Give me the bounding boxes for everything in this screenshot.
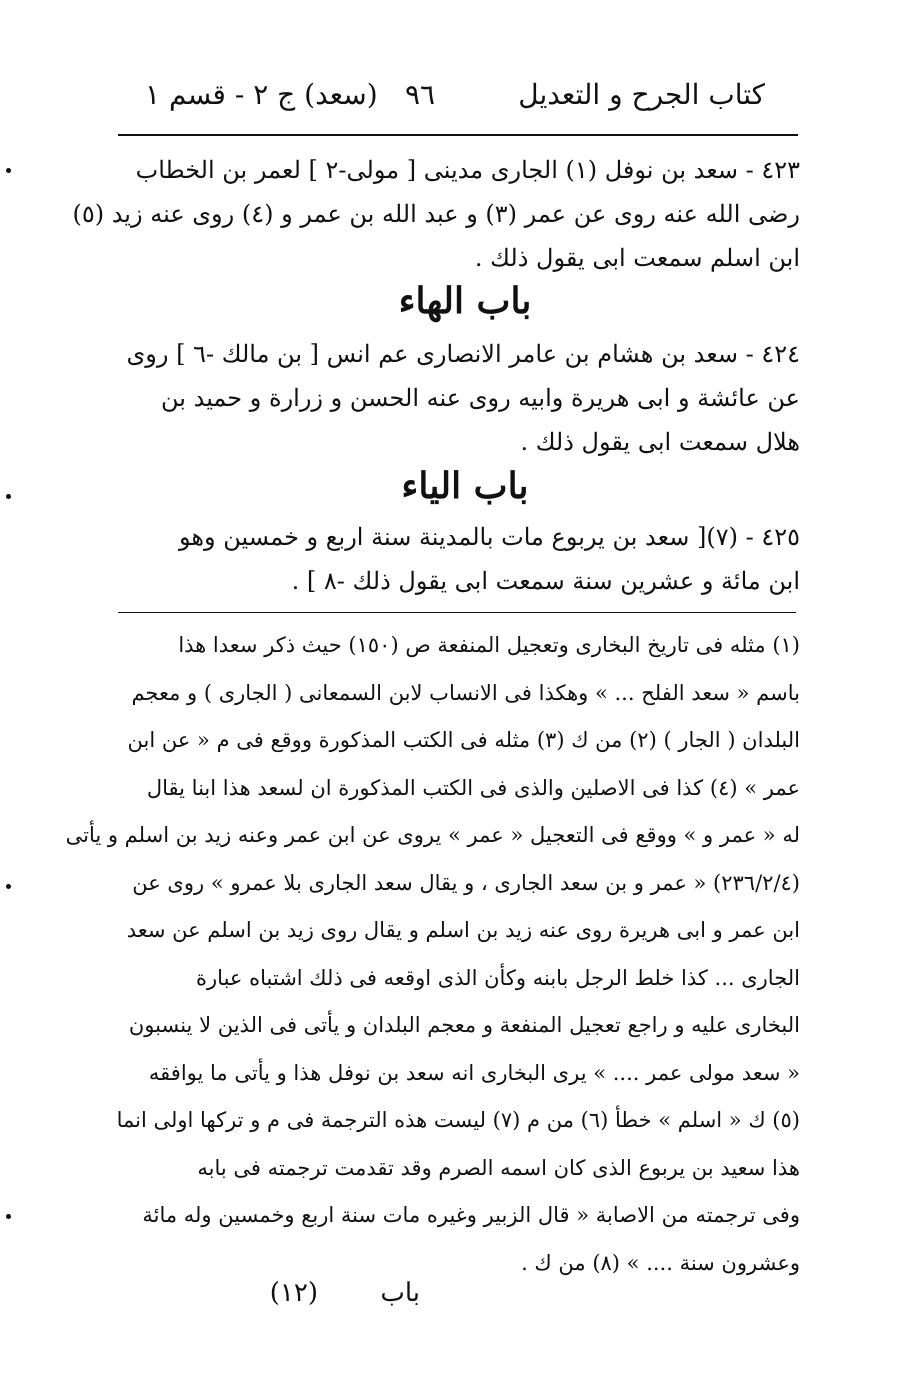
signature-mark: (١٢): [269, 1278, 318, 1308]
footnote-line: البلدان ( الجار ) (٢) من ك (٣) مثله فى الكتب المذكورة ووقع فى م « عن ابن: [127, 728, 800, 752]
header-rule: [118, 134, 798, 136]
footnote-line: « سعد مولى عمر .... » يرى البخارى انه سعد بن نوفل هذا و يأتى ما يوافقه: [148, 1060, 800, 1085]
chapter-heading-ya: باب الياء: [401, 465, 529, 507]
text-line: عن عائشة و ابى هريرة وابيه روى عنه الحسن و زرارة و حميد بن: [161, 384, 800, 412]
scan-edge-mark: [6, 168, 11, 173]
footnote-rule: [118, 612, 796, 613]
text-line: ٤٢٤ - سعد بن هشام بن عامر الانصارى عم انس [ بن مالك -٦ ] روى: [126, 340, 800, 368]
footnote-line: وعشرون سنة .... » (٨) من ك .: [521, 1250, 800, 1275]
entry-425: [130, 515, 800, 603]
text-line: ٤٢٣ - سعد بن نوفل (١) الجارى مدينى [ مولى-٢ ] لعمر بن الخطاب: [135, 156, 800, 184]
scan-edge-mark: [6, 1214, 11, 1219]
footnotes: [65, 622, 800, 1287]
footnote-line: باسم « سعد الفلح ... » وهكذا فى الانساب لابن السمعانى ( الجارى ) و معجم: [131, 680, 800, 705]
text-line: هلال سمعت ابى يقول ذلك .: [520, 428, 800, 456]
footnote-line: عمر » (٤) كذا فى الاصلين والذى فى الكتب المذكورة ان لسعد هذا ابنا يقال: [146, 775, 800, 800]
entry-423: [72, 148, 800, 280]
text-line: ابن اسلم سمعت ابى يقول ذلك .: [474, 244, 800, 272]
text-line: رضى الله عنه روى عن عمر (٣) و عبد الله بن عمر و (٤) روى عنه زيد (٥): [72, 200, 800, 228]
footnote-line: (٢٣٦/٢/٤) « عمر و بن سعد الجارى ، و يقال سعد الجارى بلا عمرو » روى عن: [132, 870, 800, 895]
book-title: كتاب الجرح و التعديل: [518, 78, 765, 111]
scan-edge-mark: [6, 494, 11, 499]
text-line: ٤٢٥ - (٧)[ سعد بن يربوع مات بالمدينة سنة اربع و خمسين وهو: [179, 523, 800, 551]
footnote-line: الجارى ... كذا خلط الرجل بابنه وكأن الذى اوقعه فى ذلك اشتباه عبارة: [196, 965, 800, 990]
section-label: (سعد) ج ٢ - قسم ١: [145, 78, 378, 111]
footnote-line: ابن عمر و ابى هريرة روى عنه زيد بن اسلم و يقال روى زيد بن اسلم عن سعد: [126, 918, 800, 942]
footnote-line: البخارى عليه و راجع تعجيل المنفعة و معجم البلدان و يأتى فى الذين لا ينسبون: [128, 1013, 800, 1037]
running-header: [120, 78, 795, 126]
text-line: ابن مائة و عشرين سنة سمعت ابى يقول ذلك -٨ ] .: [291, 567, 800, 595]
footnote-line: (٥) ك « اسلم » خطأ (٦) من م (٧) ليست هذه الترجمة فى م و تركها اولى انما: [116, 1108, 800, 1132]
page-number: ٩٦: [405, 78, 436, 111]
page-footer: [120, 1278, 420, 1318]
catchword: باب: [380, 1278, 420, 1308]
entry-424: [126, 332, 800, 464]
footnote-line: هذا سعيد بن يربوع الذى كان اسمه الصرم وقد تقدمت ترجمته فى بابه: [197, 1155, 800, 1180]
footnote-line: (١) مثله فى تاريخ البخارى وتعجيل المنفعة ص (١٥٠) حيث ذكر سعدا هذا: [178, 633, 800, 657]
footnote-line: له « عمر و » ووقع فى التعجيل « عمر » يروى عن ابن عمر وعنه زيد بن اسلم و يأتى: [65, 823, 800, 847]
footnote-line: وفى ترجمته من الاصابة « قال الزبير وغيره مات سنة اربع وخمسين وله مائة: [142, 1203, 800, 1227]
scan-edge-mark: [6, 884, 11, 889]
chapter-heading-ha: باب الهاء: [398, 280, 532, 322]
